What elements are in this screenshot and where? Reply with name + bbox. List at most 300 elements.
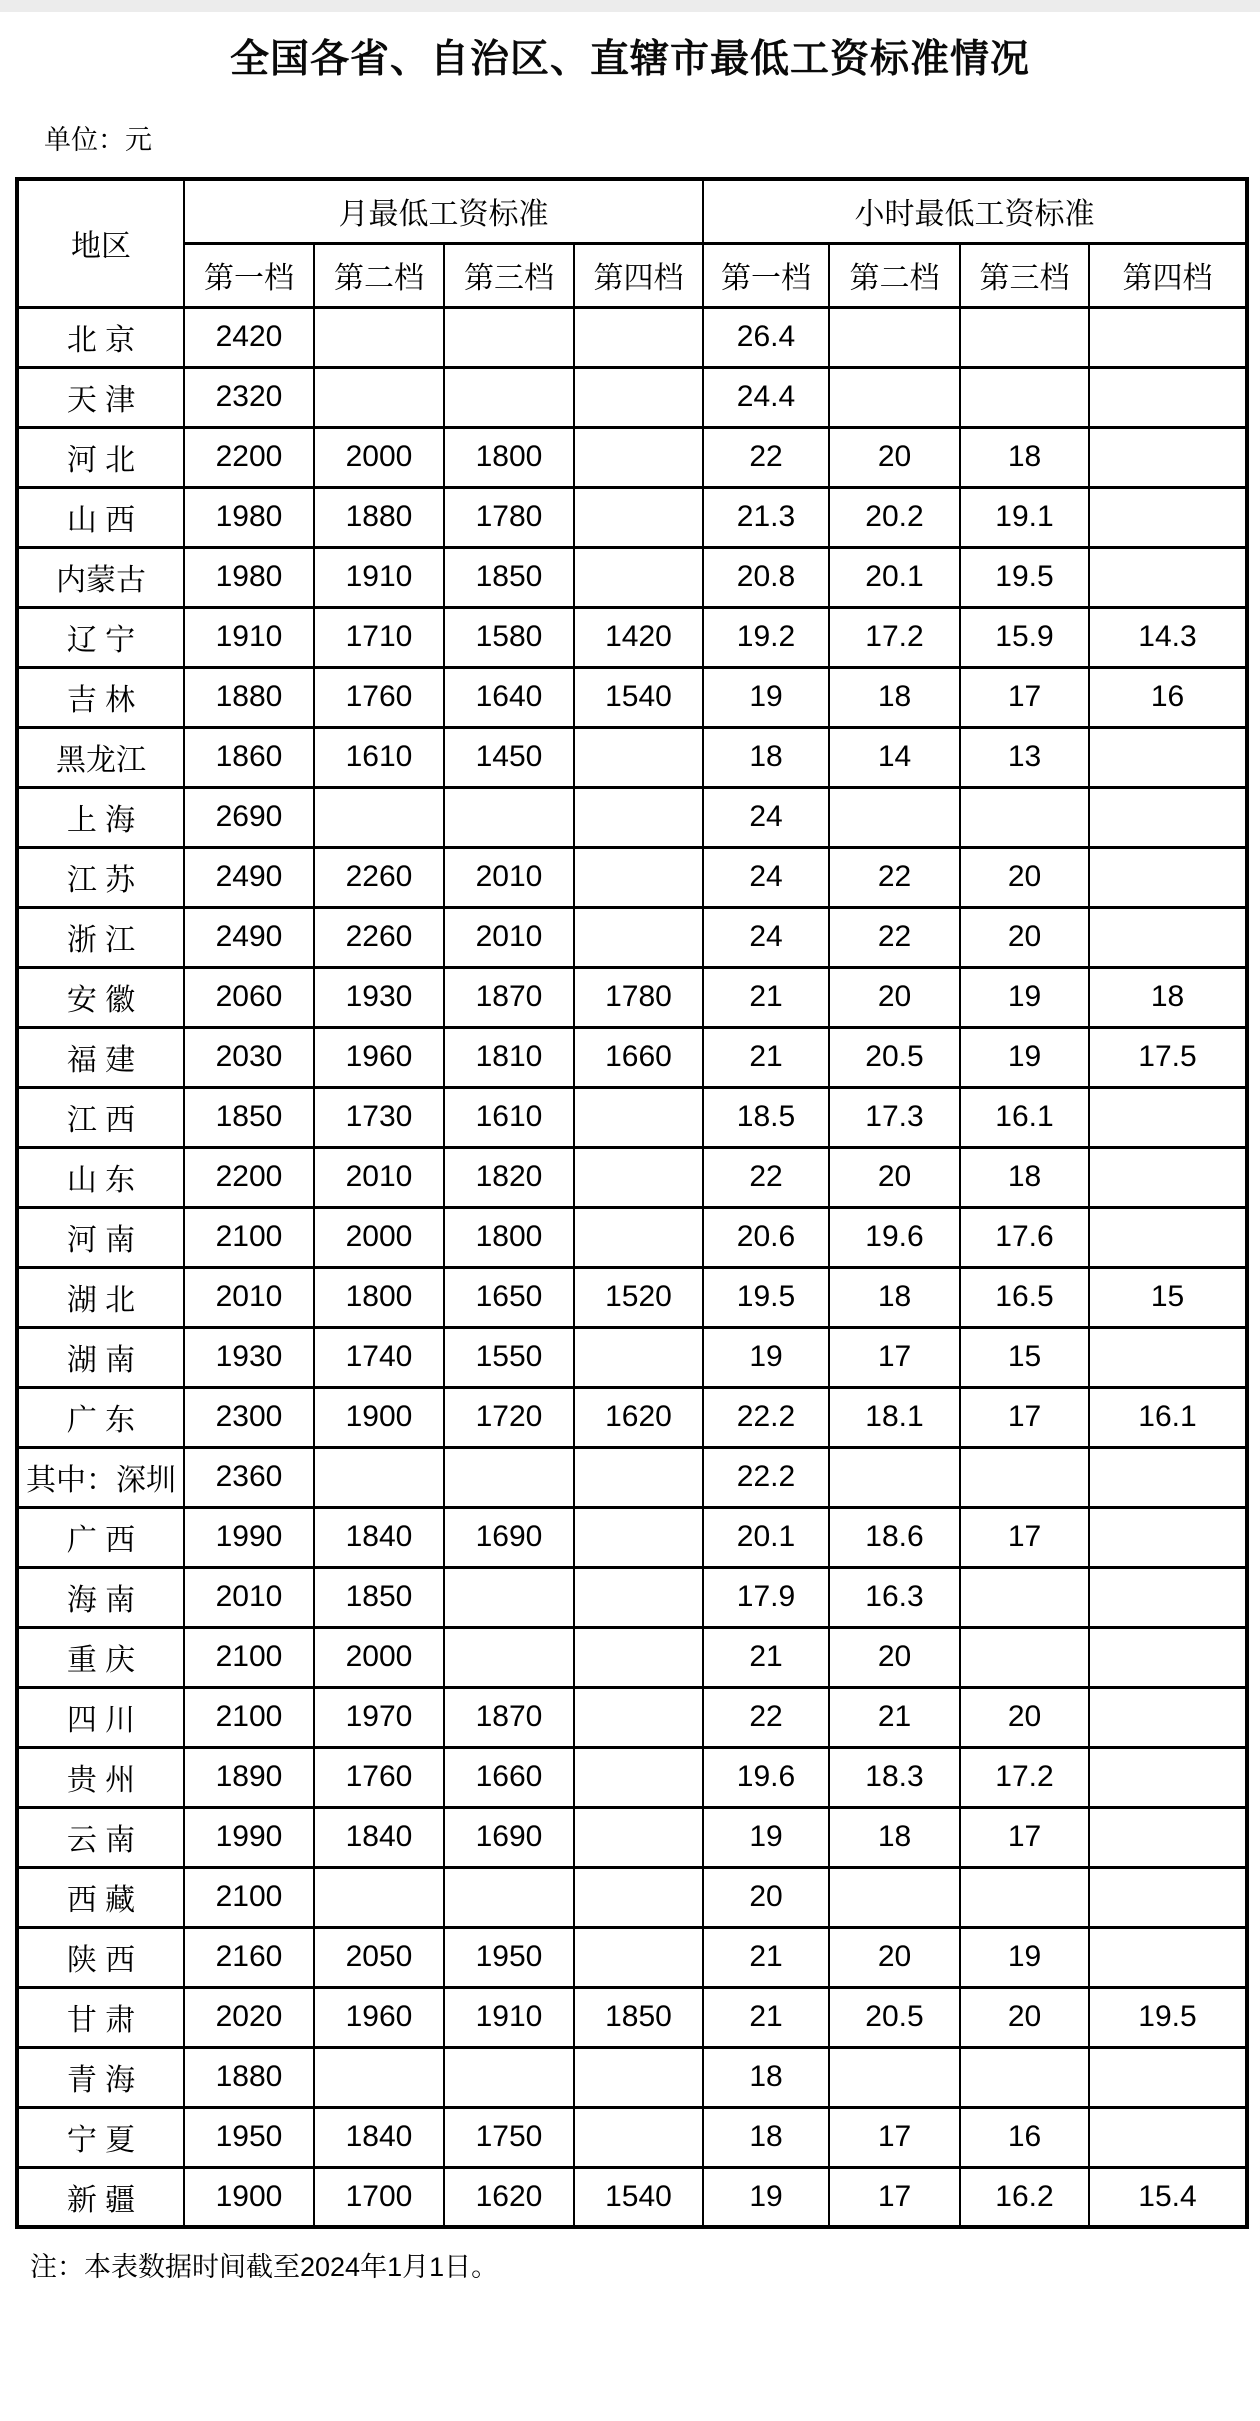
hourly-value-cell: 19.6 — [829, 1207, 960, 1267]
tier-header-row — [17, 243, 1247, 307]
hourly-value-cell: 19 — [703, 1807, 829, 1867]
monthly-value-cell — [574, 487, 703, 547]
monthly-value-cell: 2360 — [184, 1447, 314, 1507]
region-cell: 吉 林 — [17, 667, 184, 727]
hourly-value-cell: 20 — [829, 427, 960, 487]
monthly-value-cell — [574, 2107, 703, 2167]
monthly-value-cell — [574, 1147, 703, 1207]
table-header — [17, 179, 1247, 307]
table-row — [17, 1567, 1247, 1627]
tier-header-monthly-3: 第三档 — [444, 243, 574, 307]
hourly-value-cell: 18 — [960, 427, 1089, 487]
tier-header-hourly-4: 第四档 — [1089, 243, 1247, 307]
hourly-value-cell — [829, 1447, 960, 1507]
monthly-value-cell — [574, 1927, 703, 1987]
monthly-value-cell: 1870 — [444, 1687, 574, 1747]
hourly-value-cell — [1089, 547, 1247, 607]
table-row — [17, 847, 1247, 907]
hourly-value-cell — [1089, 1747, 1247, 1807]
monthly-value-cell — [444, 1867, 574, 1927]
hourly-value-cell: 16 — [960, 2107, 1089, 2167]
monthly-value-cell: 2010 — [444, 847, 574, 907]
region-cell: 贵 州 — [17, 1747, 184, 1807]
group-header-hourly: 小时最低工资标准 — [703, 179, 1247, 243]
monthly-value-cell: 2320 — [184, 367, 314, 427]
monthly-value-cell: 1850 — [184, 1087, 314, 1147]
hourly-value-cell: 22.2 — [703, 1447, 829, 1507]
monthly-value-cell: 2020 — [184, 1987, 314, 2047]
region-cell: 浙 江 — [17, 907, 184, 967]
monthly-value-cell — [574, 1507, 703, 1567]
region-cell: 新 疆 — [17, 2167, 184, 2227]
monthly-value-cell: 1970 — [314, 1687, 444, 1747]
monthly-value-cell: 1820 — [444, 1147, 574, 1207]
monthly-value-cell: 1910 — [444, 1987, 574, 2047]
table-row — [17, 1507, 1247, 1567]
monthly-value-cell: 1650 — [444, 1267, 574, 1327]
monthly-value-cell: 1580 — [444, 607, 574, 667]
hourly-value-cell: 17 — [960, 1507, 1089, 1567]
hourly-value-cell: 20 — [829, 1147, 960, 1207]
monthly-value-cell: 1620 — [444, 2167, 574, 2227]
monthly-value-cell: 1930 — [314, 967, 444, 1027]
hourly-value-cell: 19 — [703, 667, 829, 727]
monthly-value-cell: 1880 — [184, 2047, 314, 2107]
region-cell: 江 西 — [17, 1087, 184, 1147]
table-row — [17, 487, 1247, 547]
hourly-value-cell: 15.9 — [960, 607, 1089, 667]
hourly-value-cell: 19 — [703, 1327, 829, 1387]
table-row — [17, 1267, 1247, 1327]
corner-header-region: 地区 — [17, 179, 184, 307]
region-cell: 广 西 — [17, 1507, 184, 1567]
monthly-value-cell — [314, 787, 444, 847]
monthly-value-cell: 1960 — [314, 1027, 444, 1087]
hourly-value-cell: 15 — [1089, 1267, 1247, 1327]
hourly-value-cell — [1089, 1147, 1247, 1207]
table-row — [17, 1207, 1247, 1267]
hourly-value-cell: 22 — [829, 847, 960, 907]
hourly-value-cell: 19 — [960, 1027, 1089, 1087]
hourly-value-cell: 18 — [1089, 967, 1247, 1027]
region-cell: 广 东 — [17, 1387, 184, 1447]
monthly-value-cell: 1840 — [314, 2107, 444, 2167]
hourly-value-cell: 17 — [829, 2167, 960, 2227]
hourly-value-cell: 19.1 — [960, 487, 1089, 547]
hourly-value-cell: 21 — [703, 967, 829, 1027]
monthly-value-cell: 2490 — [184, 847, 314, 907]
monthly-value-cell: 1610 — [444, 1087, 574, 1147]
monthly-value-cell — [574, 907, 703, 967]
monthly-value-cell: 2010 — [184, 1567, 314, 1627]
hourly-value-cell: 24.4 — [703, 367, 829, 427]
table-row — [17, 307, 1247, 367]
hourly-value-cell — [1089, 367, 1247, 427]
monthly-value-cell — [444, 1567, 574, 1627]
hourly-value-cell: 20 — [829, 1927, 960, 1987]
hourly-value-cell: 21 — [703, 1927, 829, 1987]
region-cell: 海 南 — [17, 1567, 184, 1627]
table-row — [17, 1627, 1247, 1687]
hourly-value-cell: 18 — [829, 1807, 960, 1867]
monthly-value-cell: 1850 — [444, 547, 574, 607]
monthly-value-cell: 2100 — [184, 1867, 314, 1927]
region-cell: 重 庆 — [17, 1627, 184, 1687]
monthly-value-cell — [314, 2047, 444, 2107]
region-cell: 黑龙江 — [17, 727, 184, 787]
hourly-value-cell: 20.1 — [829, 547, 960, 607]
monthly-value-cell — [574, 1447, 703, 1507]
monthly-value-cell: 1710 — [314, 607, 444, 667]
region-cell: 陕 西 — [17, 1927, 184, 1987]
monthly-value-cell: 1660 — [574, 1027, 703, 1087]
monthly-value-cell: 2160 — [184, 1927, 314, 1987]
table-row — [17, 1387, 1247, 1447]
table-row — [17, 607, 1247, 667]
hourly-value-cell: 19.5 — [1089, 1987, 1247, 2047]
hourly-value-cell — [829, 787, 960, 847]
hourly-value-cell: 19.5 — [703, 1267, 829, 1327]
hourly-value-cell — [960, 1627, 1089, 1687]
table-row — [17, 2047, 1247, 2107]
table-row — [17, 1087, 1247, 1147]
hourly-value-cell: 16.3 — [829, 1567, 960, 1627]
hourly-value-cell: 20 — [829, 1627, 960, 1687]
hourly-value-cell — [829, 367, 960, 427]
hourly-value-cell — [1089, 1567, 1247, 1627]
monthly-value-cell — [574, 847, 703, 907]
hourly-value-cell — [1089, 1807, 1247, 1867]
hourly-value-cell: 18 — [829, 667, 960, 727]
hourly-value-cell: 24 — [703, 847, 829, 907]
region-cell: 山 西 — [17, 487, 184, 547]
table-row — [17, 667, 1247, 727]
tier-header-monthly-1: 第一档 — [184, 243, 314, 307]
monthly-value-cell: 2690 — [184, 787, 314, 847]
hourly-value-cell: 20 — [960, 1987, 1089, 2047]
table-row — [17, 787, 1247, 847]
hourly-value-cell: 20.8 — [703, 547, 829, 607]
hourly-value-cell: 13 — [960, 727, 1089, 787]
monthly-value-cell — [574, 727, 703, 787]
region-cell: 宁 夏 — [17, 2107, 184, 2167]
monthly-value-cell: 1800 — [314, 1267, 444, 1327]
monthly-value-cell: 1750 — [444, 2107, 574, 2167]
table-row — [17, 1867, 1247, 1927]
hourly-value-cell: 21 — [829, 1687, 960, 1747]
hourly-value-cell — [960, 1867, 1089, 1927]
hourly-value-cell: 21 — [703, 1027, 829, 1087]
hourly-value-cell — [1089, 1087, 1247, 1147]
hourly-value-cell: 18.5 — [703, 1087, 829, 1147]
hourly-value-cell: 20 — [960, 1687, 1089, 1747]
hourly-value-cell: 22.2 — [703, 1387, 829, 1447]
monthly-value-cell: 1540 — [574, 667, 703, 727]
hourly-value-cell: 18 — [960, 1147, 1089, 1207]
monthly-value-cell — [574, 1207, 703, 1267]
monthly-value-cell — [314, 307, 444, 367]
hourly-value-cell — [1089, 1327, 1247, 1387]
hourly-value-cell: 18 — [703, 2047, 829, 2107]
monthly-value-cell — [574, 427, 703, 487]
monthly-value-cell: 1550 — [444, 1327, 574, 1387]
hourly-value-cell: 21 — [703, 1627, 829, 1687]
hourly-value-cell — [1089, 2047, 1247, 2107]
monthly-value-cell: 2420 — [184, 307, 314, 367]
hourly-value-cell — [1089, 1687, 1247, 1747]
monthly-value-cell: 1900 — [314, 1387, 444, 1447]
table-row — [17, 1327, 1247, 1387]
hourly-value-cell: 19.6 — [703, 1747, 829, 1807]
hourly-value-cell: 17.6 — [960, 1207, 1089, 1267]
hourly-value-cell — [1089, 787, 1247, 847]
hourly-value-cell: 17.2 — [960, 1747, 1089, 1807]
monthly-value-cell — [574, 787, 703, 847]
region-cell: 湖 北 — [17, 1267, 184, 1327]
monthly-value-cell — [444, 307, 574, 367]
monthly-value-cell — [444, 1447, 574, 1507]
region-cell: 福 建 — [17, 1027, 184, 1087]
tier-header-hourly-2: 第二档 — [829, 243, 960, 307]
table-row — [17, 1687, 1247, 1747]
region-cell: 甘 肃 — [17, 1987, 184, 2047]
monthly-value-cell: 1990 — [184, 1807, 314, 1867]
hourly-value-cell — [1089, 727, 1247, 787]
hourly-value-cell: 17 — [960, 667, 1089, 727]
hourly-value-cell: 17.3 — [829, 1087, 960, 1147]
hourly-value-cell — [1089, 907, 1247, 967]
monthly-value-cell: 2010 — [444, 907, 574, 967]
region-cell: 云 南 — [17, 1807, 184, 1867]
monthly-value-cell — [444, 1627, 574, 1687]
region-cell: 辽 宁 — [17, 607, 184, 667]
hourly-value-cell: 24 — [703, 907, 829, 967]
hourly-value-cell: 17.2 — [829, 607, 960, 667]
tier-header-hourly-1: 第一档 — [703, 243, 829, 307]
hourly-value-cell — [829, 2047, 960, 2107]
hourly-value-cell: 18.3 — [829, 1747, 960, 1807]
monthly-value-cell: 1520 — [574, 1267, 703, 1327]
top-strip — [0, 0, 1260, 12]
hourly-value-cell: 18.1 — [829, 1387, 960, 1447]
region-cell: 青 海 — [17, 2047, 184, 2107]
hourly-value-cell — [1089, 1627, 1247, 1687]
monthly-value-cell — [574, 1747, 703, 1807]
hourly-value-cell: 19.2 — [703, 607, 829, 667]
region-cell: 内蒙古 — [17, 547, 184, 607]
hourly-value-cell: 21 — [703, 1987, 829, 2047]
monthly-value-cell — [574, 1807, 703, 1867]
hourly-value-cell: 18.6 — [829, 1507, 960, 1567]
hourly-value-cell: 20 — [829, 967, 960, 1027]
monthly-value-cell: 1760 — [314, 667, 444, 727]
hourly-value-cell — [1089, 1447, 1247, 1507]
hourly-value-cell: 17 — [829, 2107, 960, 2167]
region-cell: 山 东 — [17, 1147, 184, 1207]
monthly-value-cell: 1840 — [314, 1507, 444, 1567]
table-row — [17, 1807, 1247, 1867]
table-row — [17, 1987, 1247, 2047]
monthly-value-cell: 1860 — [184, 727, 314, 787]
monthly-value-cell: 1450 — [444, 727, 574, 787]
hourly-value-cell: 20.1 — [703, 1507, 829, 1567]
region-cell: 其中：深圳 — [17, 1447, 184, 1507]
table-row — [17, 547, 1247, 607]
hourly-value-cell: 18 — [703, 2107, 829, 2167]
monthly-value-cell: 2200 — [184, 1147, 314, 1207]
monthly-value-cell: 1660 — [444, 1747, 574, 1807]
hourly-value-cell: 16.1 — [960, 1087, 1089, 1147]
page-title: 全国各省、自治区、直辖市最低工资标准情况 — [229, 38, 1030, 81]
hourly-value-cell — [960, 367, 1089, 427]
hourly-value-cell: 17 — [960, 1807, 1089, 1867]
monthly-value-cell: 1620 — [574, 1387, 703, 1447]
hourly-value-cell: 17 — [829, 1327, 960, 1387]
table-row — [17, 1147, 1247, 1207]
hourly-value-cell: 18 — [703, 727, 829, 787]
hourly-value-cell: 18 — [829, 1267, 960, 1327]
monthly-value-cell — [574, 1867, 703, 1927]
monthly-value-cell: 1780 — [574, 967, 703, 1027]
monthly-value-cell: 1800 — [444, 427, 574, 487]
region-cell: 安 徽 — [17, 967, 184, 1027]
monthly-value-cell: 2100 — [184, 1687, 314, 1747]
hourly-value-cell: 17.5 — [1089, 1027, 1247, 1087]
monthly-value-cell: 1420 — [574, 607, 703, 667]
table-row — [17, 367, 1247, 427]
hourly-value-cell — [960, 1567, 1089, 1627]
monthly-value-cell: 1540 — [574, 2167, 703, 2227]
monthly-value-cell: 1960 — [314, 1987, 444, 2047]
region-cell: 河 南 — [17, 1207, 184, 1267]
monthly-value-cell — [444, 367, 574, 427]
monthly-value-cell: 1980 — [184, 487, 314, 547]
region-cell: 河 北 — [17, 427, 184, 487]
monthly-value-cell: 1720 — [444, 1387, 574, 1447]
monthly-value-cell: 1930 — [184, 1327, 314, 1387]
monthly-value-cell: 1950 — [444, 1927, 574, 1987]
monthly-value-cell — [444, 787, 574, 847]
hourly-value-cell: 20 — [960, 907, 1089, 967]
table-row — [17, 2107, 1247, 2167]
hourly-value-cell — [1089, 1867, 1247, 1927]
monthly-value-cell — [574, 1327, 703, 1387]
monthly-value-cell — [574, 367, 703, 427]
monthly-value-cell: 1980 — [184, 547, 314, 607]
unit-label: 单位：元 — [44, 125, 152, 155]
monthly-value-cell: 1880 — [184, 667, 314, 727]
hourly-value-cell: 20.2 — [829, 487, 960, 547]
hourly-value-cell: 14.3 — [1089, 607, 1247, 667]
monthly-value-cell — [314, 1867, 444, 1927]
monthly-value-cell — [574, 2047, 703, 2107]
monthly-value-cell: 2030 — [184, 1027, 314, 1087]
monthly-value-cell: 1900 — [184, 2167, 314, 2227]
monthly-value-cell: 1850 — [314, 1567, 444, 1627]
hourly-value-cell — [960, 2047, 1089, 2107]
monthly-value-cell: 2260 — [314, 907, 444, 967]
hourly-value-cell — [829, 1867, 960, 1927]
table-row — [17, 1027, 1247, 1087]
hourly-value-cell: 22 — [703, 427, 829, 487]
table-row — [17, 907, 1247, 967]
monthly-value-cell — [574, 307, 703, 367]
table-row — [17, 1927, 1247, 1987]
hourly-value-cell: 22 — [703, 1687, 829, 1747]
hourly-value-cell — [960, 307, 1089, 367]
monthly-value-cell: 1910 — [184, 607, 314, 667]
monthly-value-cell: 2490 — [184, 907, 314, 967]
table-body — [17, 307, 1247, 2227]
monthly-value-cell: 2100 — [184, 1627, 314, 1687]
hourly-value-cell — [1089, 487, 1247, 547]
hourly-value-cell — [960, 1447, 1089, 1507]
monthly-value-cell: 2260 — [314, 847, 444, 907]
table-row — [17, 2167, 1247, 2227]
monthly-value-cell: 2010 — [184, 1267, 314, 1327]
table-row — [17, 727, 1247, 787]
monthly-value-cell — [314, 367, 444, 427]
hourly-value-cell: 22 — [703, 1147, 829, 1207]
table-row — [17, 427, 1247, 487]
monthly-value-cell: 1640 — [444, 667, 574, 727]
hourly-value-cell — [1089, 427, 1247, 487]
group-header-row — [17, 179, 1247, 243]
region-cell: 天 津 — [17, 367, 184, 427]
hourly-value-cell: 16.2 — [960, 2167, 1089, 2227]
hourly-value-cell: 19 — [960, 967, 1089, 1027]
monthly-value-cell: 2000 — [314, 427, 444, 487]
tier-header-monthly-2: 第二档 — [314, 243, 444, 307]
monthly-value-cell: 1880 — [314, 487, 444, 547]
monthly-value-cell: 1610 — [314, 727, 444, 787]
hourly-value-cell: 26.4 — [703, 307, 829, 367]
hourly-value-cell — [1089, 2107, 1247, 2167]
hourly-value-cell: 20.5 — [829, 1027, 960, 1087]
monthly-value-cell — [574, 1627, 703, 1687]
hourly-value-cell: 20.6 — [703, 1207, 829, 1267]
hourly-value-cell — [1089, 1207, 1247, 1267]
monthly-value-cell: 1990 — [184, 1507, 314, 1567]
footnote: 注：本表数据时间截至2024年1月1日。 — [30, 2252, 499, 2282]
hourly-value-cell — [1089, 1507, 1247, 1567]
monthly-value-cell — [574, 1087, 703, 1147]
tier-header-monthly-4: 第四档 — [574, 243, 703, 307]
monthly-value-cell — [444, 2047, 574, 2107]
monthly-value-cell: 1800 — [444, 1207, 574, 1267]
hourly-value-cell: 17.9 — [703, 1567, 829, 1627]
monthly-value-cell: 1760 — [314, 1747, 444, 1807]
hourly-value-cell: 19.5 — [960, 547, 1089, 607]
monthly-value-cell: 1690 — [444, 1807, 574, 1867]
monthly-value-cell: 1890 — [184, 1747, 314, 1807]
tier-header-hourly-3: 第三档 — [960, 243, 1089, 307]
monthly-value-cell: 2060 — [184, 967, 314, 1027]
hourly-value-cell — [1089, 1927, 1247, 1987]
hourly-value-cell: 15.4 — [1089, 2167, 1247, 2227]
hourly-value-cell: 20 — [703, 1867, 829, 1927]
table-row — [17, 967, 1247, 1027]
wage-table — [15, 177, 1249, 2229]
monthly-value-cell: 1700 — [314, 2167, 444, 2227]
monthly-value-cell: 2100 — [184, 1207, 314, 1267]
table-row — [17, 1747, 1247, 1807]
hourly-value-cell — [1089, 847, 1247, 907]
hourly-value-cell: 20.5 — [829, 1987, 960, 2047]
hourly-value-cell — [960, 787, 1089, 847]
monthly-value-cell: 2050 — [314, 1927, 444, 1987]
region-cell: 西 藏 — [17, 1867, 184, 1927]
